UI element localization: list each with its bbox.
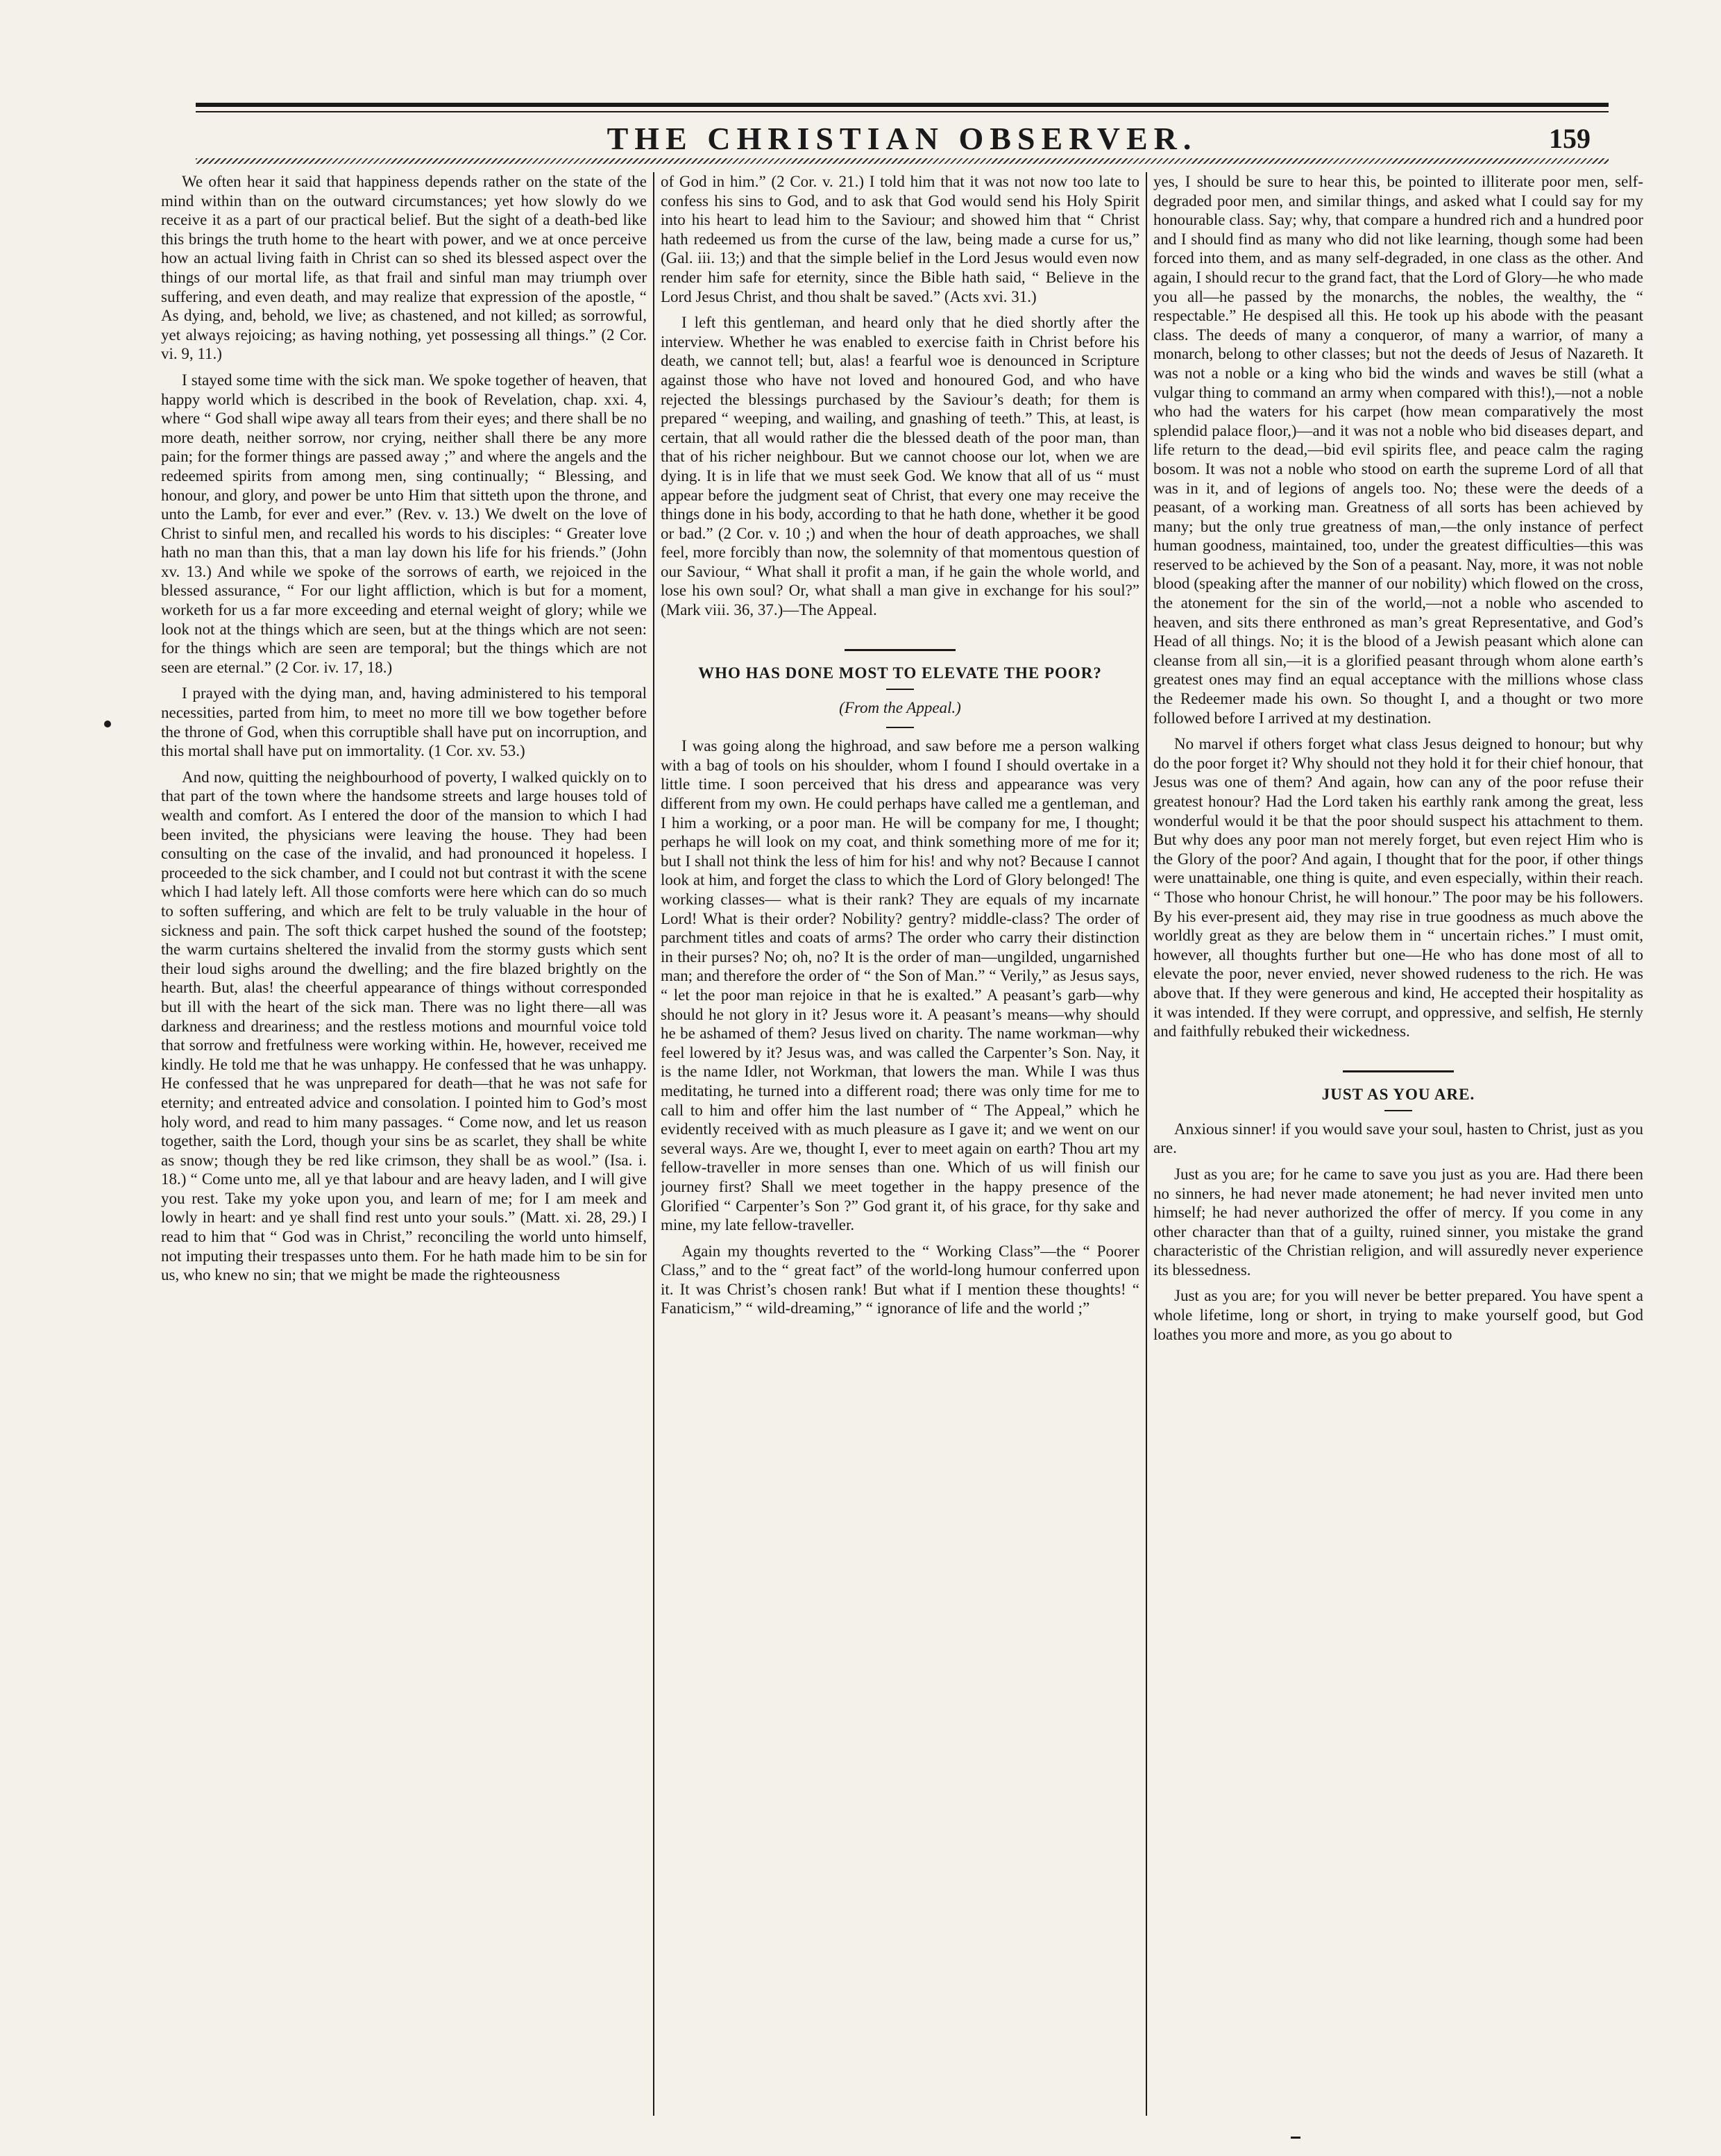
column-1	[161, 172, 647, 2130]
bottom-mark	[1291, 2137, 1300, 2139]
column-divider-2	[1146, 172, 1147, 2116]
paragraph: I was going along the highroad, and saw before me a person walking with a bag of tools on his shoulder, whom I found I should overtake in a little time. I soon perceived that his dress and appearance was very different from my own. He could perhaps have called me a gentleman, and I him a working, or a poor man. He will be company for me, I thought; perhaps he will look on my coat, and think something more of me for it; but I shall not think the less of him for his! and why not? Because I cannot look at him, and forget the class to which the Lord of Glory belonged! The working classes— what is their rank? They are equals of my incarnate Lord! What is their order? Nobility? gentry? middle-class? The order of parchment titles and coats of arms? The order who carry their distinction in their purses? No; oh, no? It is the order of man—ungilded, ungarnished man; and therefore the order of “ the Son of Man.” “ Verily,” as Jesus says, “ let the poor man rejoice in that he is exalted.” A peasant’s garb—why should he not glory in it? Jesus wore it. A peasant’s means—why should he be ashamed of them? Jesus lived on charity. The name workman—why feel lowered by it? Jesus was, and was called the Carpenter’s Son. Nay, it is the name Idler, not Workman, that lowers the man. While I was thus meditating, he turned into a different road; there was only time for me to call to him and offer him the last number of “ The Appeal,” which he evidently received with as much pleasure as I gave it; and we went on our several ways. Are we, thought I, ever to meet again on earth? Thou art my fellow-traveller in more senses than one. Which of us will finish our journey first? Shall we meet together in the happy presence of the Glorified “ Carpenter’s Son ?” God grant it, of his grace, for thy sake and mine, my late fellow-traveller.	[661, 737, 1139, 1234]
page-title: THE CHRISTIAN OBSERVER.	[607, 121, 1198, 156]
header-wavy-rule	[196, 158, 1609, 164]
source-dash	[886, 727, 914, 728]
paragraph: I left this gentleman, and heard only that he died shortly after the interview. Whether he was enabled to exercise faith in Christ before his death, we cannot tell; but, alas! a fearful woe is denounced in Scripture against those who have not loved and honoured God, and who have rejected the blessings purchased by the Saviour’s death; for them is prepared “ weeping, and wailing, and gnashing of teeth.” This, at least, is certain, that all would rather die the blessed death of the poor man, than that of his richer neighbour. But we cannot choose our lot, when we are dying. It is in life that we must seek God. We know that all of us “ must appear before the judgment seat of Christ, that every one may receive the things done in his body, according to that he hath done, whether it be good or bad.” (2 Cor. v. 10 ;) and when the hour of death approaches, we shall feel, more forcibly than now, the solemnity of that momentous question of our Saviour, “ What shall it profit a man, if he gain the whole world, and lose his own soul? Or, what shall a man give in exchange for his soul?” (Mark viii. 36, 37.)—The Appeal.	[661, 314, 1139, 619]
paragraph: Just as you are; for he came to save you just as you are. Had there been no sinners, he had never made atonement; he had never invited men unto himself; he had never authorized the offer of mercy. If you come in any other character than that of a guilty, ruined sinner, you mistake the grand characteristic of the Christian religion, and will assuredly never experience its blessedness.	[1153, 1165, 1643, 1279]
article-heading: WHO HAS DONE MOST TO ELEVATE THE POOR?	[698, 664, 1102, 682]
paragraph: of God in him.” (2 Cor. v. 21.) I told him that it was not now too late to confess his sins to God, and to ask that God would send his Holy Spirit into his heart to lead him to the Saviour; and showed him that “ Christ hath redeemed us from the curse of the law, being made a curse for us,” (Gal. iii. 13;) and that the simple belief in the Lord Jesus would even now render him safe for eternity, since the Bible hath said, “ Believe in the Lord Jesus Christ, and thou shalt be saved.” (Acts xvi. 31.)	[661, 173, 1139, 305]
heading-dash	[886, 689, 914, 690]
page-header	[196, 119, 1609, 161]
paragraph: I prayed with the dying man, and, having administered to his temporal necessities, parted from him, to meet no more till we bow together before the throne of God, when this corruptible shall have put on incorruption, and this mortal shall have put on immortality. (1 Cor. xv. 53.)	[161, 684, 647, 760]
section-divider	[845, 649, 956, 651]
paragraph: yes, I should be sure to hear this, be pointed to illiterate poor men, self-degraded poor men, and similar things, and asked what I could say for my honourable class. Say; why, that compare a hundred rich and a hundred poor and I should find as many who did not like learning, though some had been forced into them, and as many self-degraded, in one class as the other. And again, I should recur to the grand fact, that the Lord of Glory—he who made you all—he passed by the monarchs, the nobles, the wealthy, the “ respectable.” He despised all this. He took up his abode with the peasant class. The deeds of many a conqueror, of many a warrior, of many a monarch, belong to other classes; but not the deeds of Jesus of Nazareth. It was not a noble or a king who bid the winds and waves be still (what a vulgar thing to command an army when compared with this!),—not a noble who had the waters for his carpet (how mean comparatively the most splendid palace floor,)—and it was not a noble who bid diseases depart, and life return to the dead,—bid evil spirits flee, and peace calm the raging bosom. It was not a noble who stood on earth the supreme Lord of all that was in it, and of legions of angels too. No; these were the deeds of a peasant, of a working man. Greatness of all sorts has been achieved by many; but the only true greatness of man,—the only instance of perfect human goodness, maintained, too, under the greatest difficulties—this was reserved to be achieved by the Son of a peasant. Nay, more, it was not noble blood (speaking after the manner of our nobility) which flowed on the cross, the atonement for the sin of the world,—not a noble who ascended to heaven, and sits there enthroned as man’s great Representative, and God’s Head of all things. No; it is the blood of a Jewish peasant which alone can cleanse from all sin,—it is a glorified peasant through whom alone earth’s greatest ones may find an equal acceptance with the millions whose class the Redeemer made his own. So thought I, and a thought or two more followed before I arrived at my destination.	[1153, 173, 1643, 727]
column-divider-1	[653, 172, 654, 2116]
paragraph: We often hear it said that happiness depends rather on the state of the mind within than on the outward circumstances; yet how slowly do we receive it as a part of our practical belief. But the sight of a death-bed like this brings the truth home to the heart with power, and we at once perceive how an actual living faith in Christ can so shed its blessed aspect over the things of our mortal life, as that frail and sinful man may triumph over suffering, and even death, and may realize that expression of the apostle, “ As dying, and, behold, we live; as chastened, and not killed; as sorrowful, yet always rejoicing; as having nothing, yet possessing all things.” (2 Cor. vi. 9, 11.)	[161, 173, 647, 363]
paragraph: Again my thoughts reverted to the “ Working Class”—the “ Poorer Class,” and to the “ great fact” of the world-long humour conferred upon it. It was Christ’s chosen rank! But what if I mention these thoughts! “ Fanaticism,” “ wild-dreaming,” “ ignorance of life and the world ;”	[661, 1242, 1139, 1317]
column-3	[1153, 172, 1643, 2130]
header-rule-thin	[196, 111, 1609, 112]
article-source: (From the Appeal.)	[839, 698, 961, 716]
column-2	[661, 172, 1139, 2130]
paragraph: And now, quitting the neighbourhood of poverty, I walked quickly on to that part of the town where the handsome streets and large houses told of wealth and comfort. As I entered the door of the mansion to which I had been invited, the physicians were leaving the house. They had been consulting on the case of the invalid, and had pronounced it hopeless. I proceeded to the sick chamber, and I could not but contrast it with the scene which I had lately left. All those comforts were here which can do so much to soften suffering, and which are felt to be truly valuable in the hour of sickness and pain. The soft thick carpet hushed the sound of the footstep; the warm curtains sheltered the invalid from the stormy gusts which sent their loud sighs around the dwelling; and the fire blazed brightly on the hearth. But, alas! the cheerful appearance of things without corresponded but ill with the heart of the sick man. There was no light there—all was darkness and dreariness; and the restless motions and mournful voice told that sorrow and fretfulness were working within. He, however, received me kindly. He told me that he was unhappy. He confessed that he was unhappy. He confessed that he was unprepared for death—that he was not safe for eternity; and entreated advice and consolation. I pointed him to God’s most holy word, and read to him many passages. “ Come now, and let us reason together, saith the Lord, though your sins be as scarlet, they shall be white as snow; though they be red like crimson, they shall be as wool.” (Isa. i. 18.) “ Come unto me, all ye that labour and are heavy laden, and I will give you rest. Take my yoke upon you, and learn of me; for I am meek and lowly in heart: and ye shall find rest unto your souls.” (Matt. xi. 28, 29.) I read to him that “ God was in Christ,” reconciling the world unto himself, not imputing their trespasses unto them. For he hath made him to be sin for us, who knew no sin; that we might be made the righteousness	[161, 768, 647, 1284]
margin-mark	[104, 721, 111, 727]
paragraph: No marvel if others forget what class Jesus deigned to honour; but why do the poor forget it? Why should not they hold it for their chief honour, that Jesus was one of them? And again, how can any of the poor refuse their greatest honour? Had the Lord taken his earthly rank among the great, less wonderful would it be that the poor should suspect his attachment to them. But why does any poor man not merely forget, but even reject Him who is the Glory of the poor? And again, I thought that for the poor, if other things were unattainable, one thing is quite, and even especially, within their reach. “ Those who honour Christ, he will honour.” The poor may be his followers. By his ever-present aid, they may rise in true goodness as much above the worldly great as they are below them in “ uncertain riches.” I must omit, however, all thoughts further but one—He who has done most of all to elevate the poor, never envied, never showed rudeness to the rich. He was above that. If they were generous and kind, He accepted their hospitality as it was intended. If they were corrupt, and oppressive, and selfish, He sternly and faithfully rebuked their wickedness.	[1153, 735, 1643, 1041]
paragraph: Just as you are; for you will never be better prepared. You have spent a whole lifetime, long or short, in trying to make yourself good, but God loathes you more and more, as you go about to	[1153, 1287, 1643, 1343]
article-heading: JUST AS YOU ARE.	[1321, 1085, 1475, 1103]
paragraph: I stayed some time with the sick man. We spoke together of heaven, that happy world which is described in the book of Revelation, chap. xxi. 4, where “ God shall wipe away all tears from their eyes; and there shall be no more death, neither sorrow, nor crying, neither shall there be any more pain; for the former things are passed away ;” and where the angels and the redeemed spirits from among men, sing continually; “ Blessing, and honour, and glory, and power be unto Him that sitteth upon the throne, and unto the Lamb, for ever and ever.” (Rev. v. 13.) We dwelt on the love of Christ to sinful men, and recalled his words to his disciples: “ Greater love hath no man than this, that a man lay down his life for his friends.” (John xv. 13.) And while we spoke of the sorrows of earth, we rejoiced in the blessed assurance, “ For our light affliction, which is but for a moment, worketh for us a far more exceeding and eternal weight of glory; while we look not at the things which are seen, but at the things which are not seen: for the things which are seen are temporal; but the things which are not seen are eternal.” (2 Cor. iv. 17, 18.)	[161, 371, 647, 676]
heading-dash	[1384, 1110, 1412, 1111]
paragraph: Anxious sinner! if you would save your soul, hasten to Christ, just as you are.	[1153, 1120, 1643, 1157]
header-rule-thick	[196, 103, 1609, 107]
page-number: 159	[1549, 123, 1591, 154]
section-divider	[1343, 1070, 1454, 1072]
